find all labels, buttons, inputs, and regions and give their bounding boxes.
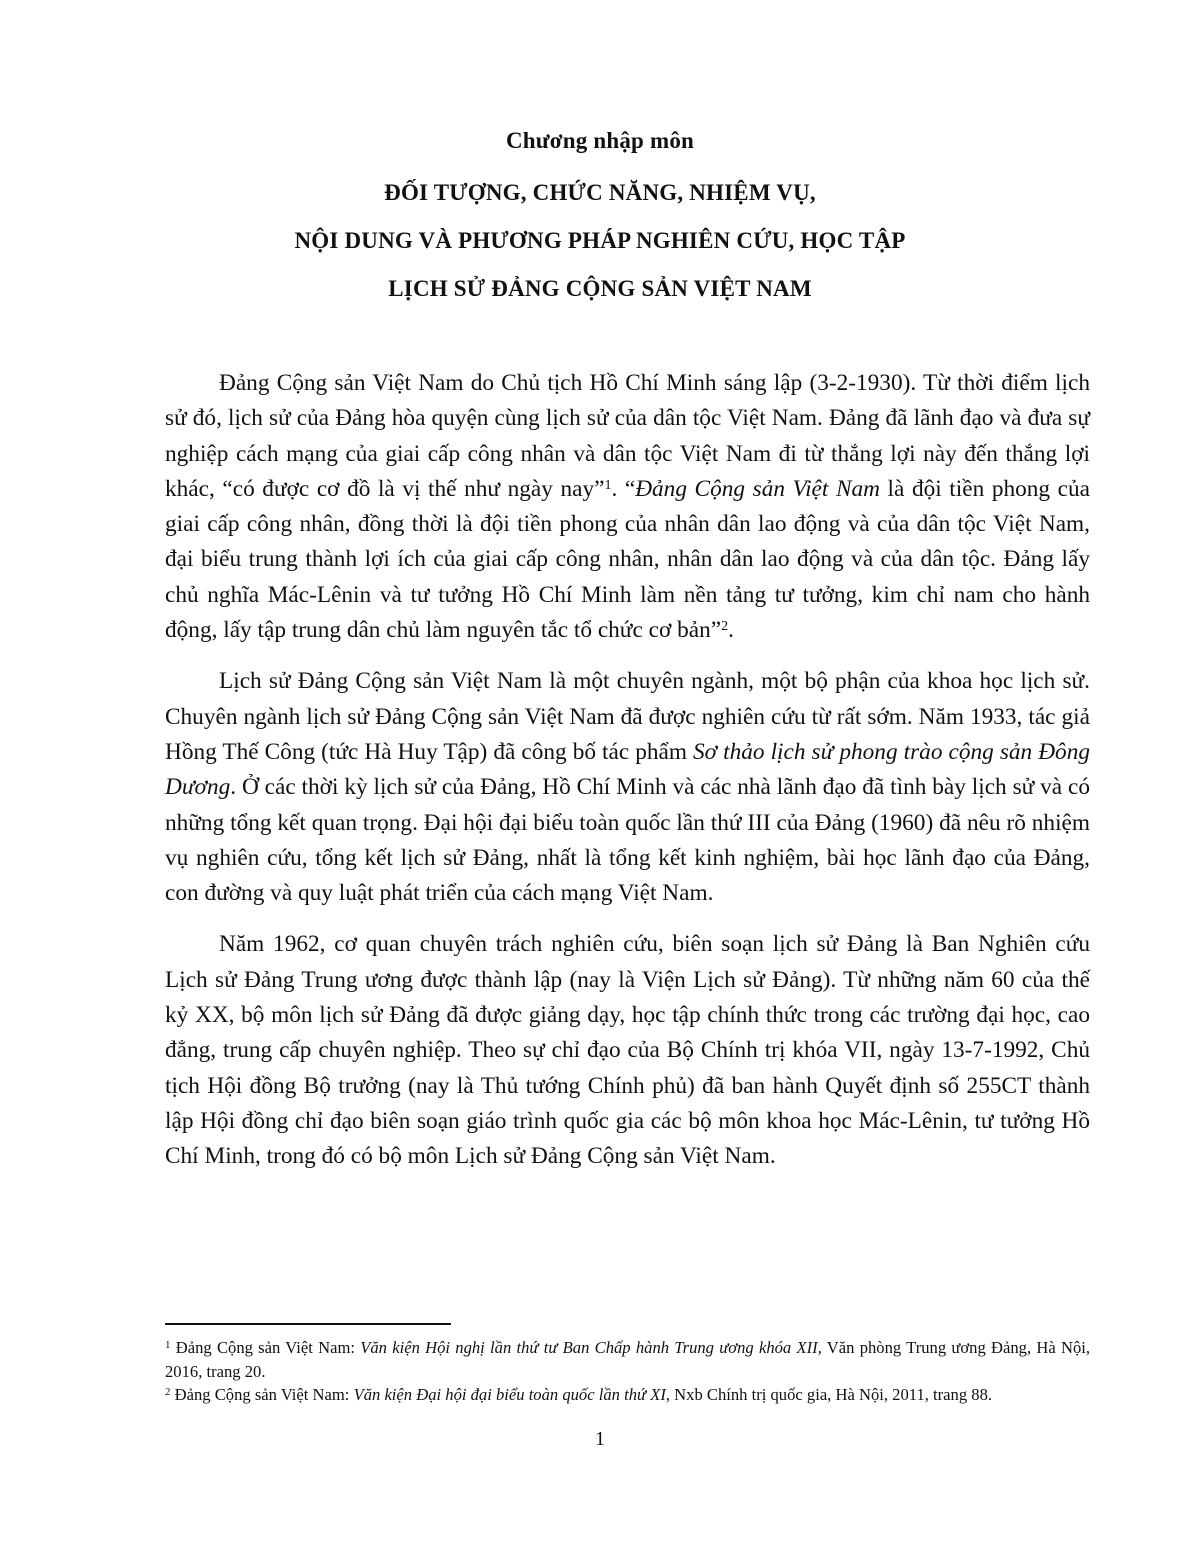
italic-text: Sơ thảo lịch sử phong trào cộng sản Đông Dương xyxy=(165,738,1091,801)
paragraph-text: . Ở các thời kỳ lịch sử của Đảng, Hồ Chí Minh và các nhà lãnh đạo đã tình bày lịch sử và có những tổng kết quan trọng. Đại hội đại biểu toàn quốc lần thứ III của Đảng (1960) đã nêu rõ nhiệm vụ nghiên cứu, tổng kết lịch sử Đảng, nhất là tổng kết kinh nghiệm, bài học lãnh đạo của Đảng, con đường và quy luật phát triển của cách mạng Việt Nam. xyxy=(165,774,1090,907)
paragraph-text: là đội tiền phong của giai cấp công nhân, đồng thời là đội tiền phong của nhân dân lao động và của dân tộc Việt Nam, đại biểu trung thành lợi ích của giai cấp công nhân, nhân dân lao động và của dân tộc. Đảng lấy chủ nghĩa Mác-Lênin và tư tưởng Hồ Chí Minh làm nền tảng tư tưởng, kim chỉ nam cho hành động, lấy tập trung dân chủ làm nguyên tắc tổ chức cơ bản” xyxy=(165,475,1090,644)
footnote-text: , Văn phòng Trung ương Đảng, Hà Nội, 2016, trang 20. xyxy=(165,1338,1090,1381)
page-number: 1 xyxy=(595,1428,605,1450)
footnote-ref-2[interactable]: 2 xyxy=(721,619,729,635)
footnotes xyxy=(165,1336,1090,1407)
footnote-number: 1 xyxy=(165,1339,171,1351)
footnote-number: 2 xyxy=(165,1386,171,1398)
footnote-text: , Nxb Chính trị quốc gia, Hà Nội, 2011, trang 88. xyxy=(665,1385,993,1404)
paragraph-text: . xyxy=(728,617,734,644)
paragraph-text: . “ xyxy=(611,475,636,502)
footnote-1 xyxy=(165,1336,1090,1383)
footnote-italic-text: Văn kiện Đại hội đại biểu toàn quốc lần thứ XI xyxy=(353,1385,666,1404)
body-text xyxy=(165,366,1090,1175)
footnote-text: Đảng Cộng sản Việt Nam: xyxy=(170,1385,354,1404)
paragraph-2 xyxy=(165,664,1090,911)
paragraph-text: Lịch sử Đảng Cộng sản Việt Nam là một chuyên ngành, một bộ phận của khoa học lịch sử. Chuyên ngành lịch sử Đảng Cộng sản Việt Nam đã được nghiên cứu từ rất sớm. Năm 1933, tác giả Hồng Thế Công (tức Hà Huy Tập) đã công bố tác phẩm xyxy=(165,668,1090,765)
footnote-text: Đảng Cộng sản Việt Nam: xyxy=(170,1338,361,1357)
paragraph-3: Năm 1962, cơ quan chuyên trách nghiên cứu, biên soạn lịch sử Đảng là Ban Nghiên cứu Lịch sử Đảng Trung ương được thành lập (nay là Viện Lịch sử Đảng). Từ những năm 60 của thế kỷ XX, bộ môn lịch sử Đảng đã được giảng dạy, học tập chính thức trong các trường đại học, cao đẳng, trung cấp chuyên nghiệp. Theo sự chỉ đạo của Bộ Chính trị khóa VII, ngày 13-7-1992, Chủ tịch Hội đồng Bộ trưởng (nay là Thủ tướng Chính phủ) đã ban hành Quyết định số 255CT thành lập Hội đồng chỉ đạo biên soạn giáo trình quốc gia các bộ môn khoa học Mác-Lênin, tư tưởng Hồ Chí Minh, trong đó có bộ môn Lịch sử Đảng Cộng sản Việt Nam. xyxy=(165,931,1090,1170)
footnote-italic-text: Văn kiện Hội nghị lần thứ tư Ban Chấp hành Trung ương khóa XII xyxy=(360,1338,818,1357)
chapter-title: Chương nhập môn xyxy=(505,128,695,153)
title-line-1: ĐỐI TƯỢNG, CHỨC NĂNG, NHIỆM VỤ, xyxy=(384,180,816,205)
footnote-ref-1[interactable]: 1 xyxy=(604,477,612,493)
paragraph-text: Đảng Cộng sản Việt Nam do Chủ tịch Hồ Chí Minh sáng lập (3-2-1930). Từ thời điểm lịch sử đó, lịch sử của Đảng hòa quyện cùng lịch sử của dân tộc Việt Nam. Đảng đã lãnh đạo và đưa sự nghiệp cách mạng của giai cấp công nhân và dân tộc Việt Nam đi từ thắng lợi này đến thắng lợi khác, “có được cơ đồ là vị thế như ngày nay” xyxy=(165,370,1090,502)
title-line-3: LỊCH SỬ ĐẢNG CỘNG SẢN VIỆT NAM xyxy=(388,276,812,301)
italic-text: Đảng Cộng sản Việt Nam xyxy=(635,475,880,502)
footnote-divider xyxy=(165,1323,451,1325)
footnote-2 xyxy=(165,1383,1090,1407)
paragraph-1 xyxy=(165,366,1090,648)
title-line-2: NỘI DUNG VÀ PHƯƠNG PHÁP NGHIÊN CỨU, HỌC TẬP xyxy=(294,228,906,253)
